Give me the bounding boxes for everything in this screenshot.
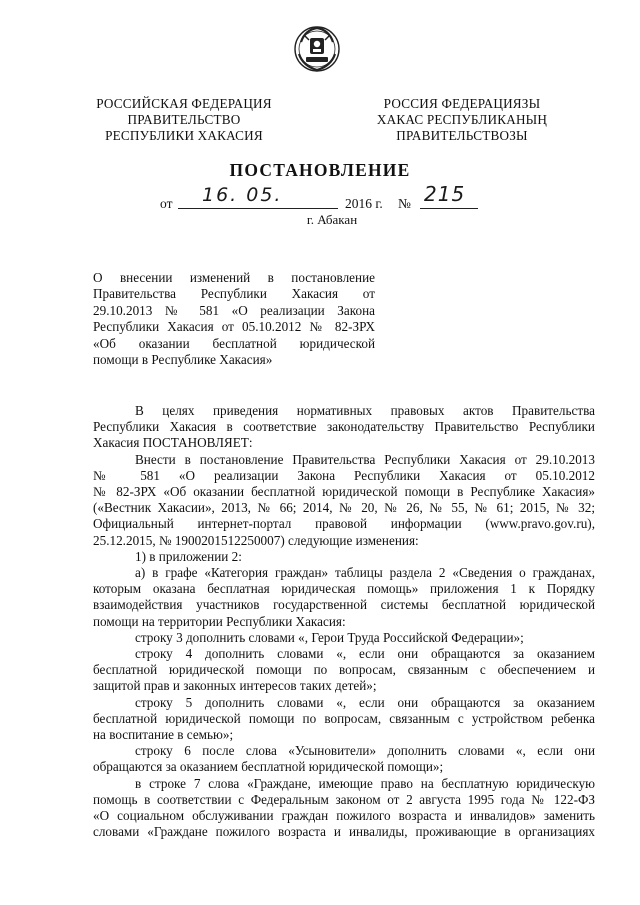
handwritten-date: 16. 05.: [202, 184, 283, 206]
body-line: бесплатной юридической помощи по вопросам, связанным с устройством ребенка: [93, 710, 595, 726]
body-line: строку 3 дополнить словами «, Герои Труда Российской Федерации»;: [135, 629, 524, 645]
body-line: 1) в приложении 2:: [135, 548, 242, 564]
subject-line: 29.10.2013 № 581 «О реализации Закона: [93, 302, 375, 318]
body-line: № 82-ЗРХ «Об оказании бесплатной юридической помощи в Республике Хакасия»: [93, 484, 595, 500]
header-right-block: [364, 96, 560, 144]
body-line: строку 4 дополнить словами «, если они обращаются за оказанием: [135, 646, 595, 662]
number-field: [420, 182, 478, 209]
document-subject: [93, 270, 375, 368]
body-line: которым оказана бесплатная юридическая помощь» приложения 1 к Порядку: [93, 581, 595, 597]
body-line: «О социальном обслуживании граждан пожилого возраста и инвалидов» заменить: [93, 808, 595, 824]
header-right-line: ХАКАС РЕСПУБЛИКАНЫҢ: [376, 112, 548, 127]
document-body: [93, 403, 595, 840]
body-line: бесплатной юридической помощи по вопросам, связанным с обеспечением и: [93, 662, 595, 678]
subject-line: помощи в Республике Хакасия»: [93, 352, 273, 368]
handwritten-number: 215: [424, 182, 466, 206]
body-line: в строке 7 слова «Граждане, имеющие право на бесплатную юридическую: [135, 775, 595, 791]
body-line: взаимодействия участников государственной системы бесплатной юридической: [93, 597, 595, 613]
city-line: [0, 212, 640, 228]
subject-line: О внесении изменений в постановление: [93, 270, 375, 285]
body-line: Официальный интернет-портал правовой информации (www.pravo.gov.ru),: [93, 516, 595, 532]
header-left-line: РЕСПУБЛИКИ ХАКАСИЯ: [105, 128, 263, 143]
date-from-label: от: [160, 196, 173, 211]
subject-line: Правительства Республики Хакасия от: [93, 286, 375, 302]
body-line: словами «Граждане пожилого возраста и инвалиды, проживающие в организациях: [93, 824, 595, 840]
body-line: обращаются за оказанием бесплатной юридической помощи»;: [93, 759, 444, 775]
header-left-block: [86, 96, 282, 144]
body-line: Внести в постановление Правительства Республики Хакасия от 29.10.2013: [135, 451, 595, 467]
body-line: («Вестник Хакасии», 2013, № 66; 2014, № 20, № 26, № 55, № 61; 2015, № 32;: [93, 500, 595, 516]
body-line: № 581 «О реализации Закона Республики Хакасия от 05.10.2012: [93, 467, 595, 483]
body-line: 25.12.2015, № 1900201512250007) следующие изменения:: [93, 532, 419, 548]
year-label: 2016 г.: [345, 196, 383, 211]
body-line: на воспитание в семью»;: [93, 727, 234, 743]
body-line: помощи на территории Республики Хакасия:: [93, 613, 346, 629]
date-field: [178, 184, 338, 209]
body-line: строку 5 дополнить словами «, если они обращаются за оказанием: [135, 694, 595, 710]
body-line: В целях приведения нормативных правовых актов Правительства: [135, 403, 595, 418]
number-label: №: [398, 196, 411, 211]
body-line: защитой прав и законных интересов таких детей»;: [93, 678, 377, 694]
body-line: а) в графе «Категория граждан» таблицы раздела 2 «Сведения о гражданах,: [135, 565, 595, 581]
body-line: помощь в соответствии с Федеральным законом от 2 августа 1995 года № 122-ФЗ: [93, 791, 595, 807]
subject-line: Республики Хакасия от 05.10.2012 № 82-ЗРХ: [93, 319, 375, 335]
header-left-line: РОССИЙСКАЯ ФЕДЕРАЦИЯ: [96, 96, 272, 111]
city-name: г. Абакан: [306, 212, 358, 227]
body-line: Республики Хакасия в соответствие законодательству Правительство Республики: [93, 419, 595, 435]
coat-of-arms-emblem: [291, 24, 343, 74]
header-left-line: ПРАВИТЕЛЬСТВО: [127, 112, 241, 127]
header-right-line: ПРАВИТЕЛЬСТВОЗЫ: [396, 128, 528, 143]
subject-line: «Об оказании бесплатной юридической: [93, 335, 375, 351]
document-title: ПОСТАНОВЛЕНИЕ: [229, 160, 411, 180]
body-line: строку 6 после слова «Усыновители» дополнить словами «, если они: [135, 743, 595, 759]
header-right-line: РОССИЯ ФЕДЕРАЦИЯЗЫ: [383, 96, 541, 111]
body-line: Хакасия ПОСТАНОВЛЯЕТ:: [93, 435, 253, 451]
